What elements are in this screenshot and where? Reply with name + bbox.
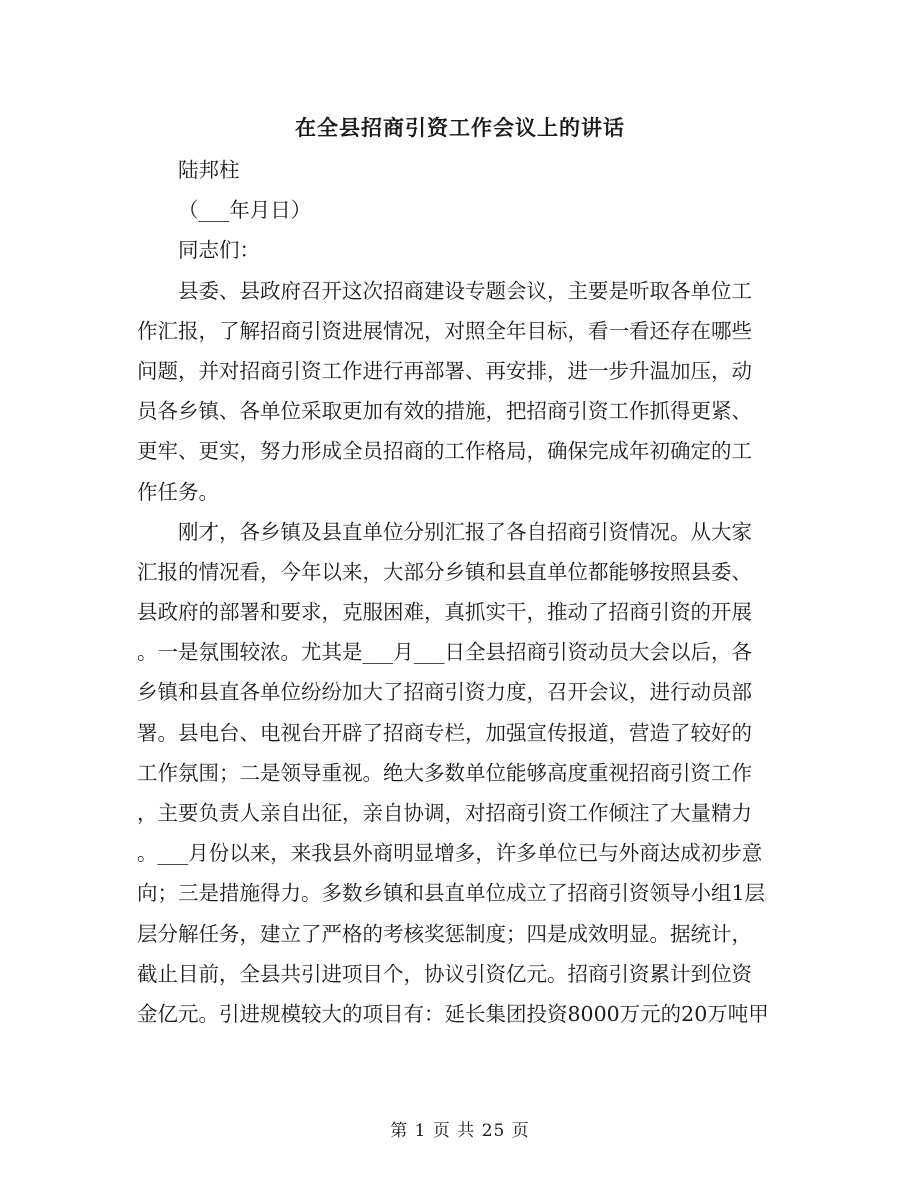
document-body <box>137 150 783 1034</box>
paragraph-line: 工作氛围；二是领导重视。绝大多数单位能够高度重视招商引资工作 <box>137 760 752 785</box>
paragraph-line: 。___月份以来，来我县外商明显增多，许多单位已与外商达成初步意 <box>137 841 763 866</box>
paragraph-line: 刚才，各乡镇及县直单位分别汇报了各自招商引资情况。从大家 <box>178 519 752 544</box>
paragraph-line: 截止目前，全县共引进项目个，协议引资亿元。招商引资累计到位资 <box>137 961 752 986</box>
page-number-footer: 第 1 页 共 25 页 <box>390 1121 530 1141</box>
paragraph-line: 层分解任务，建立了严格的考核奖惩制度；四是成效明显。据统计， <box>137 921 752 946</box>
paragraph-line: 县政府的部署和要求，克服困难，真抓实干，推动了招商引资的开展 <box>137 600 752 625</box>
paragraph-line: 汇报的情况看，今年以来，大部分乡镇和县直单位都能够按照县委、 <box>137 559 752 584</box>
paragraph-line: 员各乡镇、各单位采取更加有效的措施，把招商引资工作抓得更紧、 <box>137 399 752 424</box>
paragraph-line: 县委、县政府召开这次招商建设专题会议，主要是听取各单位工 <box>178 278 752 303</box>
paragraph-line: 金亿元。引进规模较大的项目有：延长集团投资8000万元的20万吨甲 <box>137 1001 769 1026</box>
paragraph-line: 作任务。 <box>137 479 219 504</box>
paragraph-line: 向；三是措施得力。多数乡镇和县直单位成立了招商引资领导小组1层 <box>137 881 766 906</box>
salutation-line: 同志们： <box>178 238 260 263</box>
paragraph-line: 问题，并对招商引资工作进行再部署、再安排，进一步升温加压，动 <box>137 358 752 383</box>
date-line: （___年月日） <box>178 198 312 223</box>
author-line: 陆邦柱 <box>178 158 240 182</box>
paragraph-line: 乡镇和县直各单位纷纷加大了招商引资力度，召开会议，进行动员部 <box>137 680 752 705</box>
paragraph-line: 。一是氛围较浓。尤其是___月___日全县招商引资动员大会以后，各 <box>137 640 752 665</box>
paragraph-line: 作汇报，了解招商引资进展情况，对照全年目标，看一看还存在哪些 <box>137 318 752 343</box>
document-title: 在全县招商引资工作会议上的讲话 <box>295 115 625 140</box>
paragraph-line: ，主要负责人亲自出征，亲自协调，对招商引资工作倾注了大量精力 <box>137 801 752 825</box>
paragraph-line: 更牢、更实，努力形成全员招商的工作格局，确保完成年初确定的工 <box>137 439 752 464</box>
paragraph-line: 署。县电台、电视台开辟了招商专栏，加强宣传报道，营造了较好的 <box>137 720 752 745</box>
